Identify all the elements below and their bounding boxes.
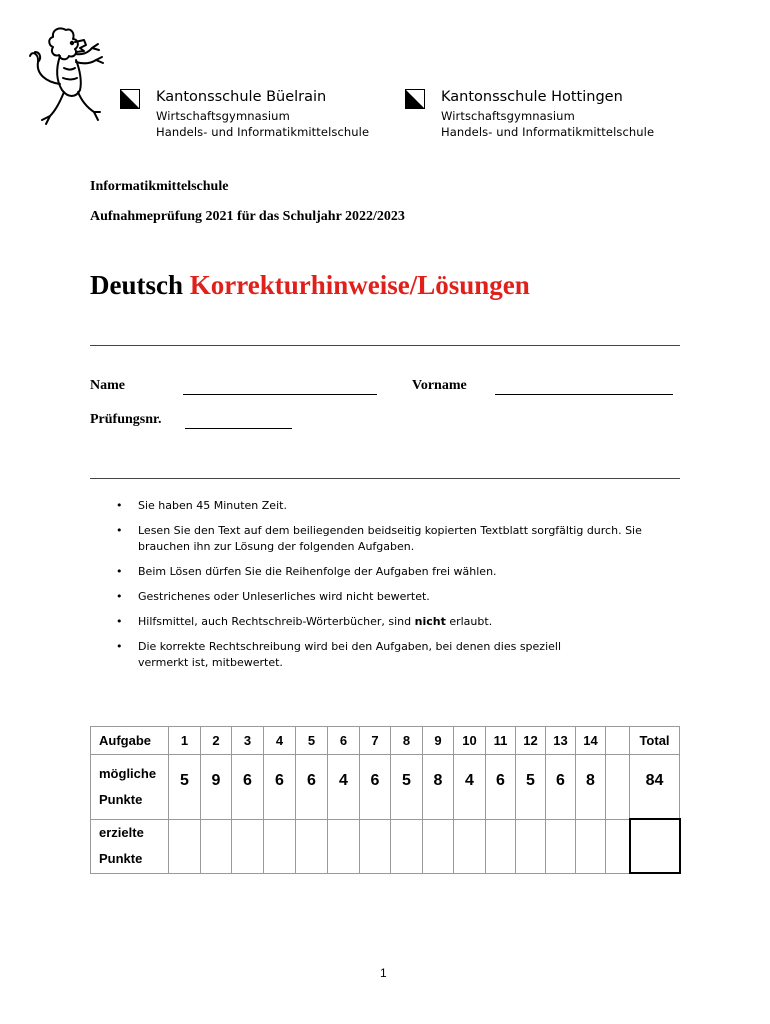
table-row xyxy=(91,727,680,755)
instruction-text: erlaubt. xyxy=(445,615,493,628)
possible-points-cell: 8 xyxy=(423,755,454,820)
title-solutions: Korrekturhinweise/Lösungen xyxy=(189,270,530,300)
school-type-line: Wirtschaftsgymnasium xyxy=(441,109,575,123)
achieved-points-cell[interactable] xyxy=(391,819,423,873)
bullet-icon: • xyxy=(116,499,123,512)
divider-bottom xyxy=(90,478,680,479)
task-number: 2 xyxy=(201,727,232,755)
spacer-cell xyxy=(606,819,630,873)
achieved-points-cell[interactable] xyxy=(454,819,486,873)
list-item xyxy=(116,564,676,580)
school-block-hottingen xyxy=(441,88,654,140)
table-row xyxy=(91,819,680,873)
school-type-line: Wirtschaftsgymnasium xyxy=(156,109,290,123)
bullet-icon: • xyxy=(116,615,123,628)
possible-points-cell: 6 xyxy=(486,755,516,820)
list-item xyxy=(116,589,676,605)
task-number: 12 xyxy=(516,727,546,755)
pruefungsnr-field[interactable] xyxy=(185,428,292,429)
instruction-text: Die korrekte Rechtschreibung wird bei den Aufgaben, bei denen dies speziell vermerkt ist, mitbewertet. xyxy=(138,640,562,669)
table-header-aufgabe: Aufgabe xyxy=(91,727,169,755)
bullet-icon: • xyxy=(116,590,123,603)
possible-points-cell: 5 xyxy=(169,755,201,820)
list-item xyxy=(116,523,676,555)
instruction-emphasis: nicht xyxy=(414,615,446,628)
achieved-points-cell[interactable] xyxy=(201,819,232,873)
possible-points-label xyxy=(91,755,169,820)
zurich-lion-logo xyxy=(26,24,112,136)
possible-points-cell: 5 xyxy=(391,755,423,820)
exam-subtitle: Aufnahmeprüfung 2021 für das Schuljahr 2022/2023 xyxy=(90,209,405,224)
instruction-text: Beim Lösen dürfen Sie die Reihenfolge der Aufgaben frei wählen. xyxy=(138,565,497,578)
achieved-points-cell[interactable] xyxy=(576,819,606,873)
vorname-field[interactable] xyxy=(495,394,673,395)
possible-points-cell: 6 xyxy=(264,755,296,820)
achieved-label-line: erzielte xyxy=(99,825,144,840)
instruction-text: Gestrichenes oder Unleserliches wird nicht bewertet. xyxy=(138,590,430,603)
possible-points-cell: 9 xyxy=(201,755,232,820)
possible-points-cell: 8 xyxy=(576,755,606,820)
list-item xyxy=(116,639,676,671)
possible-points-cell: 6 xyxy=(296,755,328,820)
school-name: Kantonsschule Hottingen xyxy=(441,89,623,105)
task-number: 8 xyxy=(391,727,423,755)
bullet-icon: • xyxy=(116,640,123,653)
name-field[interactable] xyxy=(183,394,377,395)
achieved-total-cell[interactable] xyxy=(630,819,680,873)
table-row xyxy=(91,755,680,820)
achieved-points-cell[interactable] xyxy=(296,819,328,873)
school-name: Kantonsschule Büelrain xyxy=(156,89,327,105)
instruction-text: Lesen Sie den Text auf dem beiliegenden beidseitig kopierten Textblatt sorgfältig durch. Sie brauchen ihn zur Lösung der folgenden Aufgaben. xyxy=(138,524,642,553)
pruefungsnr-label xyxy=(90,412,161,428)
list-item xyxy=(116,498,676,514)
total-header: Total xyxy=(630,727,680,755)
achieved-points-cell[interactable] xyxy=(546,819,576,873)
possible-points-cell: 6 xyxy=(546,755,576,820)
school-type-line: Handels- und Informatikmittelschule xyxy=(441,125,655,139)
possible-points-cell: 4 xyxy=(328,755,360,820)
achieved-points-cell[interactable] xyxy=(486,819,516,873)
task-number: 6 xyxy=(328,727,360,755)
possible-points-cell: 5 xyxy=(516,755,546,820)
task-number: 13 xyxy=(546,727,576,755)
task-number: 7 xyxy=(360,727,391,755)
page-number: 1 xyxy=(380,966,387,980)
pruefungsnr-text: Prüfungsnr. xyxy=(90,412,162,427)
title-subject: Deutsch xyxy=(90,270,183,300)
points-table xyxy=(90,726,681,874)
achieved-points-cell[interactable] xyxy=(423,819,454,873)
possible-points-cell: 6 xyxy=(360,755,391,820)
possible-label-line: mögliche xyxy=(99,765,157,781)
zurich-flag-icon xyxy=(120,89,140,109)
possible-points-cell: 4 xyxy=(454,755,486,820)
task-number: 3 xyxy=(232,727,264,755)
divider-top xyxy=(90,345,680,346)
achieved-points-cell[interactable] xyxy=(360,819,391,873)
instructions-list xyxy=(116,498,676,680)
possible-points-cell: 6 xyxy=(232,755,264,820)
name-label: Name xyxy=(90,378,125,393)
achieved-points-cell[interactable] xyxy=(264,819,296,873)
instruction-text: Hilfsmittel, auch Rechtschreib-Wörterbücher, sind xyxy=(138,615,415,628)
spacer-cell xyxy=(606,755,630,820)
achieved-label-line: Punkte xyxy=(99,851,143,866)
page-title xyxy=(90,270,530,301)
achieved-points-cell[interactable] xyxy=(516,819,546,873)
task-number: 5 xyxy=(296,727,328,755)
task-number: 4 xyxy=(264,727,296,755)
spacer-cell xyxy=(606,727,630,755)
possible-label-line: Punkte xyxy=(99,791,143,807)
achieved-points-cell[interactable] xyxy=(169,819,201,873)
list-item xyxy=(116,614,676,630)
possible-total-cell: 84 xyxy=(630,755,680,820)
vorname-label: Vorname xyxy=(412,378,467,393)
task-number: 9 xyxy=(423,727,454,755)
bullet-icon: • xyxy=(116,565,123,578)
achieved-points-label xyxy=(91,819,169,873)
school-type-heading: Informatikmittelschule xyxy=(90,179,229,194)
task-number: 1 xyxy=(169,727,201,755)
achieved-points-cell[interactable] xyxy=(232,819,264,873)
task-number: 11 xyxy=(486,727,516,755)
task-number: 10 xyxy=(454,727,486,755)
task-number: 14 xyxy=(576,727,606,755)
school-block-buelrain xyxy=(156,88,369,140)
school-type-line: Handels- und Informatikmittelschule xyxy=(156,125,370,139)
achieved-points-cell[interactable] xyxy=(328,819,360,873)
zurich-flag-icon xyxy=(405,89,425,109)
bullet-icon: • xyxy=(116,524,123,537)
instruction-text: Sie haben 45 Minuten Zeit. xyxy=(138,499,287,512)
